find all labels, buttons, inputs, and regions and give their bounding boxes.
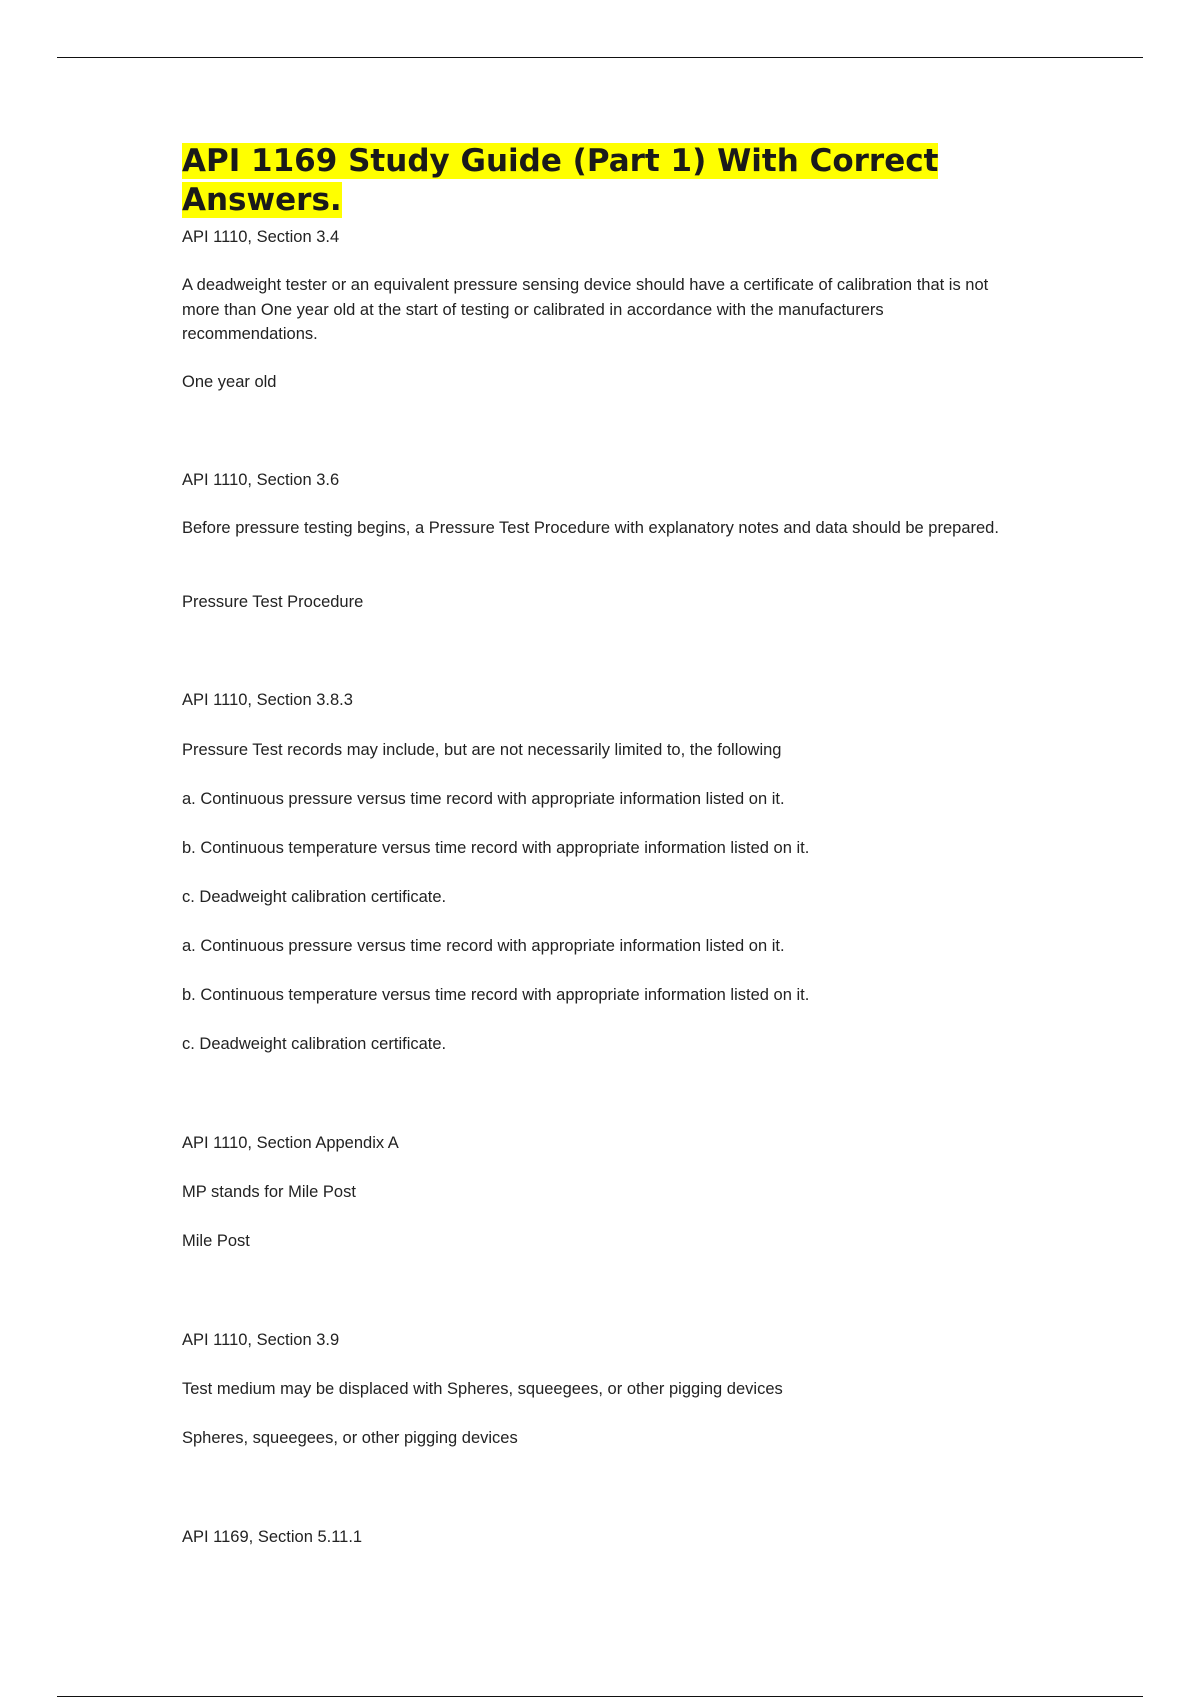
bottom-rule — [57, 1696, 1143, 1697]
question-text: Before pressure testing begins, a Pressure Test Procedure with explanatory notes and data should be prepared. — [182, 519, 999, 537]
question-list-item: c. Deadweight calibration certificate. — [182, 888, 447, 906]
answer-text: Mile Post — [182, 1232, 250, 1250]
document-body — [182, 142, 1022, 1546]
question-text: MP stands for Mile Post — [182, 1183, 356, 1201]
question-text: Pressure Test records may include, but are not necessarily limited to, the following — [182, 741, 782, 759]
document-title — [182, 142, 1022, 220]
question-text: A deadweight tester or an equivalent pressure sensing device should have a certificate of calibration that is not more than One year old at the start of testing or calibrated in accordance with the manufacturers recommendations. — [182, 276, 989, 343]
question-list-item: b. Continuous temperature versus time record with appropriate information listed on it. — [182, 839, 810, 857]
section-reference: API 1110, Section 3.6 — [182, 471, 340, 489]
top-rule — [57, 57, 1143, 58]
answer-list-item: c. Deadweight calibration certificate. — [182, 1035, 447, 1053]
question-list-item: a. Continuous pressure versus time record with appropriate information listed on it. — [182, 790, 785, 808]
answer-list-item: a. Continuous pressure versus time record with appropriate information listed on it. — [182, 937, 785, 955]
answer-list-item: b. Continuous temperature versus time record with appropriate information listed on it. — [182, 986, 810, 1004]
section-reference: API 1169, Section 5.11.1 — [182, 1528, 363, 1546]
section-reference: API 1110, Section Appendix A — [182, 1134, 399, 1152]
section-reference: API 1110, Section 3.9 — [182, 1331, 340, 1349]
section-reference: API 1110, Section 3.8.3 — [182, 691, 353, 709]
title-highlight: API 1169 Study Guide (Part 1) With Correct Answers. — [182, 143, 939, 218]
section-reference: API 1110, Section 3.4 — [182, 228, 340, 246]
answer-text: Pressure Test Procedure — [182, 593, 364, 611]
answer-text: Spheres, squeegees, or other pigging devices — [182, 1429, 518, 1447]
answer-text: One year old — [182, 373, 277, 391]
question-text: Test medium may be displaced with Spheres, squeegees, or other pigging devices — [182, 1380, 783, 1398]
